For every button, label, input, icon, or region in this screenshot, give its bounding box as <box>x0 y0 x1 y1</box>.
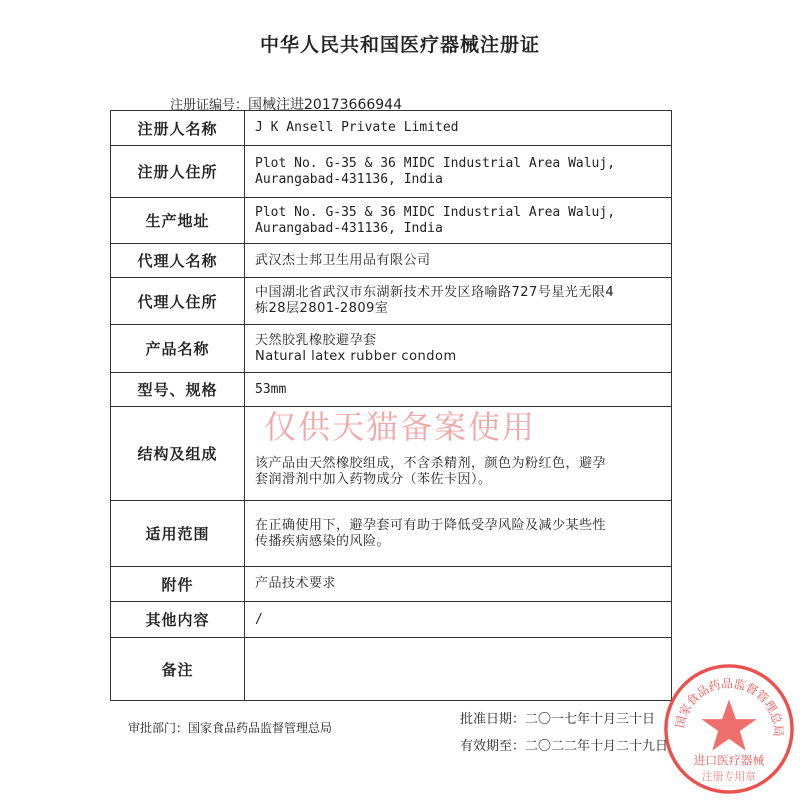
field-label: 附件 <box>111 567 245 602</box>
approval-dept-label: 审批部门： <box>128 721 189 735</box>
approval-dept-value: 国家食品药品监督管理总局 <box>188 721 333 735</box>
field-label: 型号、规格 <box>111 373 245 407</box>
seal-outer-text: 国家食品药品监督管理总局 <box>672 676 786 737</box>
approval-department <box>128 719 332 736</box>
field-label: 注册人名称 <box>111 111 245 146</box>
approval-date-label: 批准日期： <box>460 712 526 727</box>
seal-bottom-text: 注册专用章 <box>701 770 757 784</box>
field-value: / <box>245 602 672 638</box>
field-value: 武汉杰士邦卫生用品有限公司 <box>245 244 672 278</box>
field-value: 该产品由天然橡胶组成，不含杀精剂，颜色为粉红色，避孕 套润滑剂中加入药物成分（苯佐卡因）。 <box>245 407 672 501</box>
field-label: 代理人名称 <box>111 244 245 278</box>
field-value: 中国湖北省武汉市东湖新技术开发区珞喻路727号星光无限4 栋28层2801-2809室 <box>245 278 672 325</box>
valid-until-label: 有效期至： <box>460 739 526 754</box>
seal-middle-text: 进口医疗器械 <box>693 753 765 768</box>
field-value: Plot No. G-35 & 36 MIDC Industrial Area Waluj, Aurangabad-431136, India <box>245 146 672 198</box>
field-value <box>245 638 672 701</box>
field-label: 备注 <box>111 638 245 701</box>
field-label: 产品名称 <box>111 325 245 373</box>
field-label: 结构及组成 <box>111 407 245 501</box>
field-label: 生产地址 <box>111 198 245 244</box>
field-value: 53mm <box>245 373 672 407</box>
field-label: 其他内容 <box>111 602 245 638</box>
valid-until <box>460 735 668 754</box>
approval-date <box>460 708 655 727</box>
table-row <box>111 146 672 198</box>
official-seal <box>662 662 796 796</box>
field-label: 注册人住所 <box>111 146 245 198</box>
table-row <box>111 198 672 244</box>
document-title: 中华人民共和国医疗器械注册证 <box>259 34 540 56</box>
reg-no-value: 国械注进20173666944 <box>248 97 402 113</box>
table-row <box>111 638 672 701</box>
field-value: J K Ansell Private Limited <box>245 111 672 146</box>
table-row <box>111 325 672 373</box>
table-row <box>111 244 672 278</box>
field-value: 产品技术要求 <box>245 567 672 602</box>
watermark: 仅供天猫备案使用 <box>263 408 536 446</box>
table-row <box>111 567 672 602</box>
table-row <box>111 111 672 146</box>
approval-date-value: 二〇一七年十月三十日 <box>525 712 656 727</box>
field-value: 天然胶乳橡胶避孕套 Natural latex rubber condom <box>245 325 672 373</box>
valid-until-value: 二〇二二年十月二十九日 <box>525 739 669 754</box>
field-value: 在正确使用下，避孕套可有助于降低受孕风险及减少某些性 传播疾病感染的风险。 <box>245 501 672 567</box>
table-row <box>111 602 672 638</box>
reg-no-label: 注册证编号： <box>170 98 249 113</box>
table-row <box>111 501 672 567</box>
seal-star-icon <box>701 699 756 750</box>
table-row <box>111 373 672 407</box>
field-value: Plot No. G-35 & 36 MIDC Industrial Area Waluj, Aurangabad-431136, India <box>245 198 672 244</box>
field-label: 适用范围 <box>111 501 245 567</box>
certificate-table <box>110 110 672 701</box>
table-row <box>111 278 672 325</box>
field-label: 代理人住所 <box>111 278 245 325</box>
